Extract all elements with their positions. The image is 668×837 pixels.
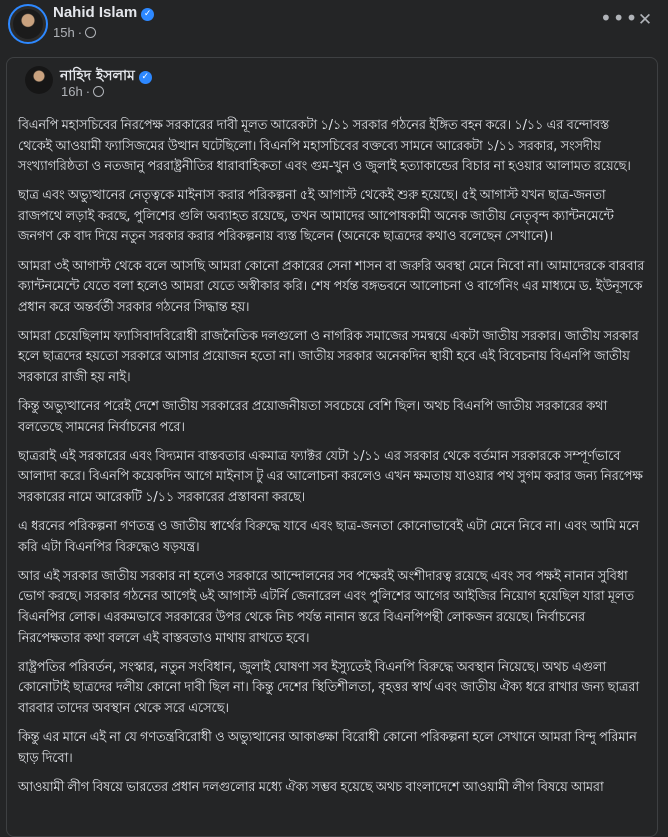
shared-author-avatar[interactable] [25, 66, 53, 94]
post-timestamp[interactable]: 15h [53, 25, 75, 40]
shared-post-timestamp[interactable]: 16h [61, 84, 83, 99]
post-paragraph: আওয়ামী লীগ বিষয়ে ভারতের প্রধান দলগুলোর মধ্যে ঐক্য সম্ভব হয়েছে অথচ বাংলাদেশে আওয়ামী লীগ বিষয়ে আমরা [18, 779, 604, 795]
globe-icon [93, 86, 104, 97]
verified-badge-icon: ✓ [139, 71, 152, 84]
post-body-text [18, 116, 646, 807]
author-name-row [53, 4, 154, 21]
post-paragraph: রাষ্ট্রপতির পরিবর্তন, সংস্কার, নতুন সংবিধান, জুলাই ঘোষণা সব ইস্যুতেই বিএনপি বিরুদ্ধে অবস্থান নিয়েছে। অথচ এগুলা কোনোটাই ছাত্রদের দলীয় কোনো দাবী ছিল না। কিন্তু দেশের স্থিতিশীলতা, বৃহত্তর স্বার্থ এবং জাতীয় ঐক্য ধরে রাখার জন্য ছাত্ররা বারবার তাদের অবস্থান থেকে সরে এসেছে। [18, 659, 639, 716]
post-paragraph: আমরা ৩ই আগাস্ট থেকে বলে আসছি আমরা কোনো প্রকারের সেনা শাসন বা জরুরি অবস্থা মেনে নিবো না। আমাদেরকে বারবার ক্যান্টনমেন্টে যেতে বলা হলেও আমরা যেতে অস্বীকার করি। শেষ পর্যন্ত বঙ্গভবনে আলোচনা ও বার্গেনিং এর মাধ্যমে ড. ইউনূসকে প্রধান করে অন্তর্বর্তী সরকার গঠনের সিদ্ধান্ত হয়। [18, 258, 645, 315]
post-paragraph: ছাত্ররাই এই সরকারের এবং বিদ্যমান বাস্তবতার একমাত্র ফ্যাক্টর যেটা ১/১১ এর সরকার থেকে বর্তমান সরকারকে সম্পূর্ণভাবে আলাদা করে। বিএনপি কয়েকদিন আগে মাইনাস টু এর আলোচনা করলেও এখন ক্ষমতায় যাওয়ার পথ সুগম করার জন্য নিরপেক্ষ সরকারের নামে আরেকটি ১/১১ সরকারের প্রস্তাবনা করছে। [18, 448, 643, 505]
shared-author-name-link[interactable]: নাহিদ ইসলাম [60, 68, 135, 84]
post-paragraph: এ ধরনের পরিকল্পনা গণতন্ত্র ও জাতীয় স্বার্থের বিরুদ্ধে যাবে এবং ছাত্র-জনতা কোনোভাবেই এটা মেনে নিবে না। এবং আমি মনে করি এটা বিএনপির বিরুদ্ধেও ষড়যন্ত্র। [18, 519, 639, 555]
verified-badge-icon: ✓ [141, 8, 154, 21]
close-button[interactable]: ✕ [637, 10, 653, 30]
post-paragraph: বিএনপি মহাসচিবের নিরপেক্ষ সরকারের দাবী মূলত আরেকটা ১/১১ সরকার গঠনের ইঙ্গিত বহন করে। ১/১১ এর বন্দোবস্ত থেকেই আওয়ামী ফ্যাসিজমের উত্থান ঘটেছিলো। বিএনপি মহাসচিবের বক্তব্যে সামনে আরেকটা ১/১১ সরকার, সংসদীয় সংখ্যাগরিষ্ঠতা ও নতজানু পররাষ্ট্রনীতির ধারাবাহিকতা এবং গুম-খুন ও জুলাই হত্যাকান্ডের বিচার না হওয়ার আলামত রয়েছে। [18, 118, 631, 175]
post-paragraph: আমরা চেয়েছিলাম ফ্যাসিবাদবিরোধী রাজনৈতিক দলগুলো ও নাগরিক সমাজের সমন্বয়ে একটা জাতীয় সরকার। জাতীয় সরকার হলে ছাত্রদের হয়তো সরকারে আসার প্রয়োজন হতো না। জাতীয় সরকার অনেকদিন স্থায়ী হবে এই বিবেচনায় বিএনপি জাতীয় সরকারে রাজী হয় নাই। [18, 328, 639, 386]
post-paragraph: আর এই সরকার জাতীয় সরকার না হলেও সরকারে আন্দোলনের সব পক্ষেরই অংশীদারত্ব রয়েছে এবং সব পক্ষই নানান সুবিধা ভোগ করছে। সরকার গঠনের আগেই ৬ই আগাস্ট এটর্নি জেনারেল এবং পুলিশের আগের আইজির নিয়োগ হয়েছিল যারা মূলত বিএনপির লোক। এরকমভাবে সরকারের উপর থেকে নিচ পর্যন্ত নানান স্তরে বিএনপিপন্থী লোকজন রয়েছে। নির্বাচনের নিরপেক্ষতার কথা বললে এই বাস্তবতাও মাথায় রাখতে হবে। [18, 568, 634, 646]
post-header [0, 0, 668, 48]
shared-post-card [6, 57, 658, 837]
meta-separator: · [85, 84, 91, 99]
post-paragraph: ছাত্র এবং অভ্যুত্থানের নেতৃত্বকে মাইনাস করার পরিকল্পনা ৫ই আগাস্ট থেকেই শুরু হয়েছে। ৫ই আগাস্ট যখন ছাত্র-জনতা রাজপথে লড়াই করছে, পুলিশের গুলি অব্যাহত রয়েছে, তখন আমাদের আপোষকামী অনেক জাতীয় নেতৃবৃন্দ ক্যান্টনমেন্টে জনগণ কে বাদ দিয়ে নতুন সরকার করার পরিকল্পনায় ব্যস্ত ছিলেন (অনেকে ছাত্রদের কথাও বলেছেন সেখানে)। [18, 188, 614, 245]
post-paragraph: কিন্তু অভ্যুত্থানের পরেই দেশে জাতীয় সরকারের প্রয়োজনীয়তা সবচেয়ে বেশি ছিল। অথচ বিএনপি জাতীয় সরকারের কথা বলতেছে সামনের নির্বাচনের পরে। [18, 399, 608, 435]
author-avatar[interactable] [8, 4, 48, 44]
meta-separator: · [77, 25, 83, 40]
post-paragraph: কিন্তু এর মানে এই না যে গণতন্ত্রবিরোধী ও অভ্যুত্থানের আকাঙ্ক্ষা বিরোধী কোনো পরিকল্পনা হলে সেখানে আমরা বিন্দু পরিমান ছাড় দিবো। [18, 729, 637, 766]
author-name-link[interactable]: Nahid Islam [53, 4, 138, 21]
shared-post-meta [61, 84, 104, 99]
more-options-button[interactable]: ••• [600, 6, 639, 30]
post-meta [53, 25, 96, 40]
globe-icon [85, 27, 96, 38]
avatar-photo [13, 9, 43, 39]
